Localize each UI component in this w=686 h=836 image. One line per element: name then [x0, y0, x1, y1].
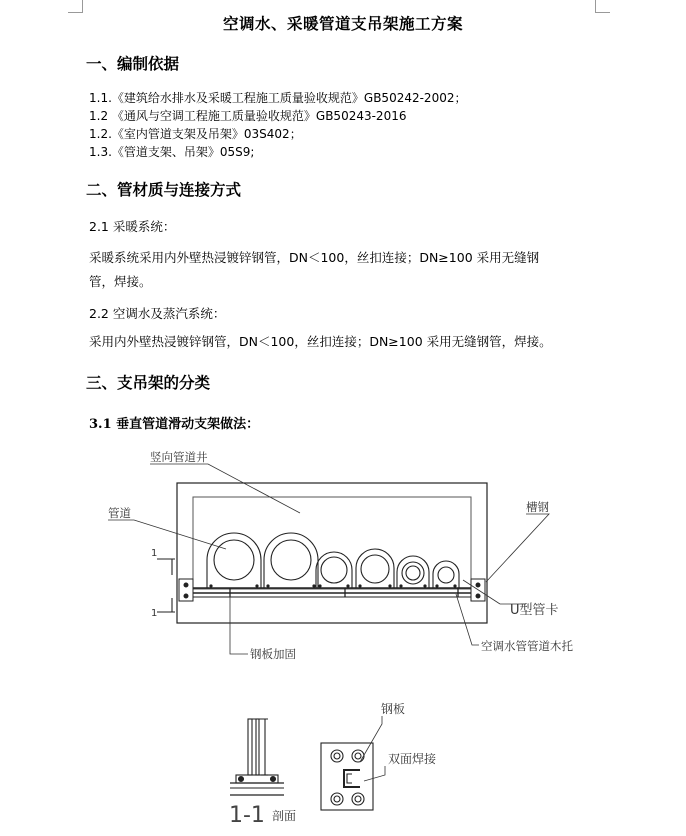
section-heading-basis: 一、编制依据: [86, 54, 180, 73]
label-double-weld: 双面焊接: [388, 752, 437, 766]
reference-item: 1.3.《管道支架、吊架》05S9;: [89, 145, 255, 159]
reference-item: 1.2.《室内管道支架及吊架》03S402；: [89, 127, 302, 141]
section-heading-classification: 三、支吊架的分类: [86, 373, 211, 392]
pipe-shaft-drawing: [0, 440, 686, 680]
page-title: 空调水、采暖管道支吊架施工方案: [222, 14, 463, 33]
label-plate-reinforce: 钢板加固: [250, 647, 296, 661]
section-detail-drawing: [0, 690, 686, 836]
section-mark-bottom: 1: [151, 608, 158, 619]
label-steel-plate: 钢板: [381, 702, 406, 716]
label-channel-steel: 槽钢: [526, 500, 549, 514]
subsection-title-heating: 2.1 采暖系统：: [89, 219, 176, 234]
label-section-1-1: 1-1: [229, 803, 265, 828]
paragraph-heating-line2: 管，焊接。: [89, 274, 152, 289]
paragraph-ac-water: 采用内外壁热浸镀锌钢管，DN＜100，丝扣连接；DN≥100 采用无缝钢管，焊接。: [89, 334, 552, 349]
label-section-suffix: 剖面: [272, 809, 297, 823]
label-u-clamp: U型管卡: [510, 603, 559, 618]
label-wood-support: 空调水管管道木托: [481, 639, 573, 653]
subsection-title-ac-water: 2.2 空调水及蒸汽系统：: [89, 306, 226, 321]
section-mark-top: 1: [151, 548, 158, 559]
subsection-title-vertical-support: 3.1 垂直管道滑动支架做法：: [89, 417, 260, 432]
paragraph-heating-line1: 采暖系统采用内外壁热浸镀锌钢管，DN＜100，丝扣连接；DN≥100 采用无缝钢: [89, 250, 540, 265]
label-pipe-shaft: 竖向管道井: [150, 450, 208, 464]
label-pipe: 管道: [108, 506, 131, 520]
reference-item: 1.2 《通风与空调工程施工质量验收规范》GB50243-2016: [89, 109, 407, 123]
reference-item: 1.1.《建筑给水排水及采暖工程施工质量验收规范》GB50242-2002；: [89, 91, 467, 105]
section-heading-materials: 二、管材质与连接方式: [86, 180, 242, 199]
